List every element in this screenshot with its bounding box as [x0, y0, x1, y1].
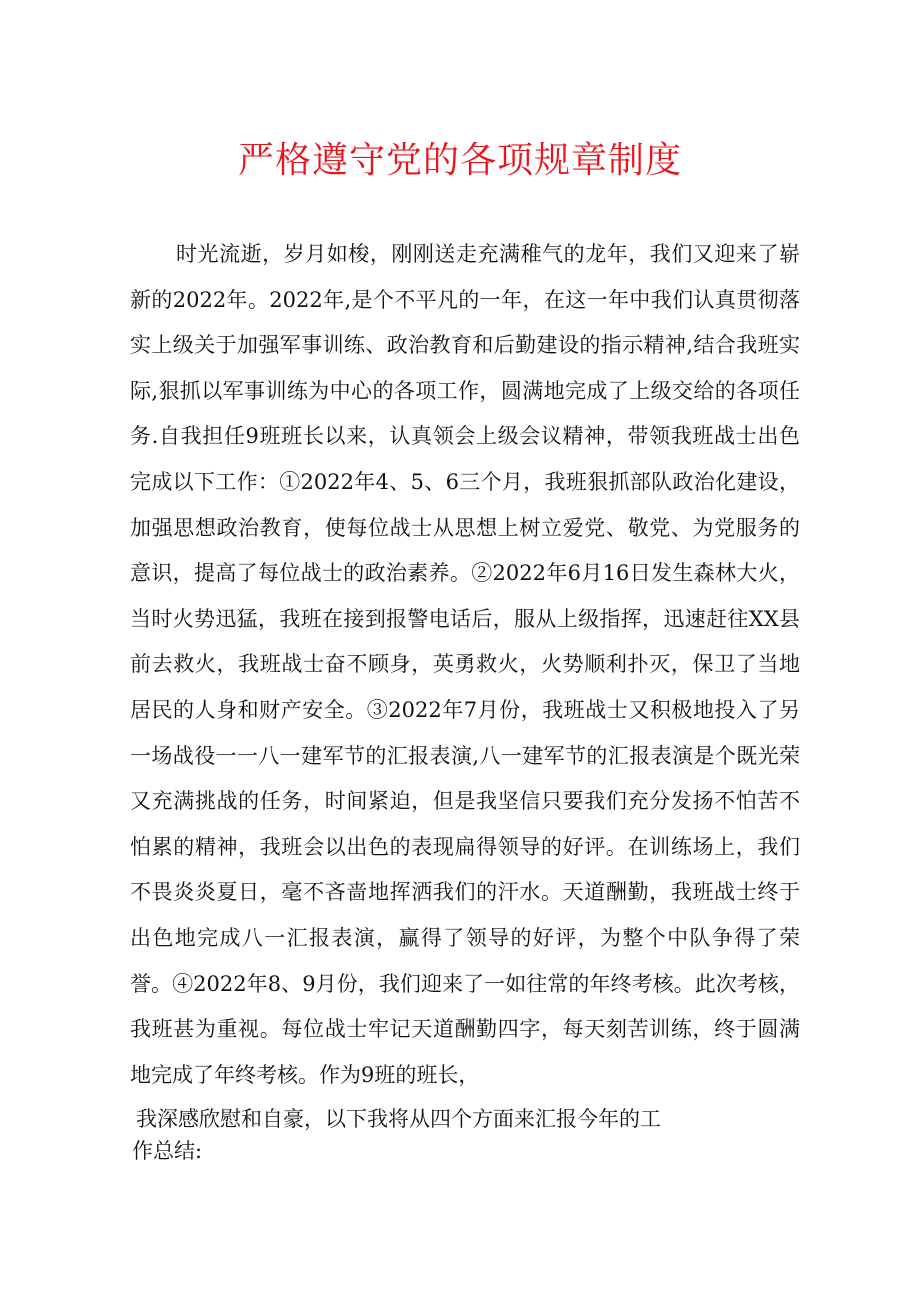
body-paragraph: 时光流逝，岁月如梭，刚刚送走充满稚气的龙年，我们又迎来了崭新的2022年。2022年,是个不平凡的一年，在这一年中我们认真贯彻落实上级关于加强军事训练、政治教育和后勤建设的指示精神,结合我班实际,狠抓以军事训练为中心的各项工作，圆满地完成了上级交给的各项任务.自我担任9班班长以来，认真领会上级会议精神，带领我班战士出色完成以下工作：①2022年4、5、6三个月，我班狠抓部队政治化建设，加强思想政治教育，使每位战士从思想上树立爱党、敬党、为党服务的意识，提高了每位战士的政治素养。②2022年6月16日发生森林大火，当时火势迅猛，我班在接到报警电话后，服从上级指挥，迅速赶往XX县前去救火，我班战士奋不顾身，英勇救火，火势顺利扑灭，保卫了当地居民的人身和财产安全。③2022年7月份，我班战士又积极地投入了另一场战役一一八一建军节的汇报表演,八一建军节的汇报表演是个既光荣又充满挑战的任务，时间紧迫，但是我坚信只要我们充分发扬不怕苦不怕累的精神，我班会以出色的表现扁得领导的好评。在训练场上，我们不畏炎炎夏日，毫不吝啬地挥洒我们的汗水。天道酬勤，我班战士终于出色地完成八一汇报表演，赢得了领导的好评，为整个中队争得了荣誉。④2022年8、9月份，我们迎来了一如往常的年终考核。此次考核，我班甚为重视。每位战士牢记天道酬勤四字，每天刻苦训练，终于圆满地完成了年终考核。作为9班的班长， [130, 242, 800, 1087]
document-title: 严格遵守党的各项规章制度 [237, 140, 682, 181]
closing-line-1: 我深感欣慰和自豪，以下我将从四个方面来汇报今年的工 [136, 1107, 661, 1131]
closing-text [132, 1103, 796, 1167]
closing-line-2: 作总结: [132, 1139, 203, 1163]
